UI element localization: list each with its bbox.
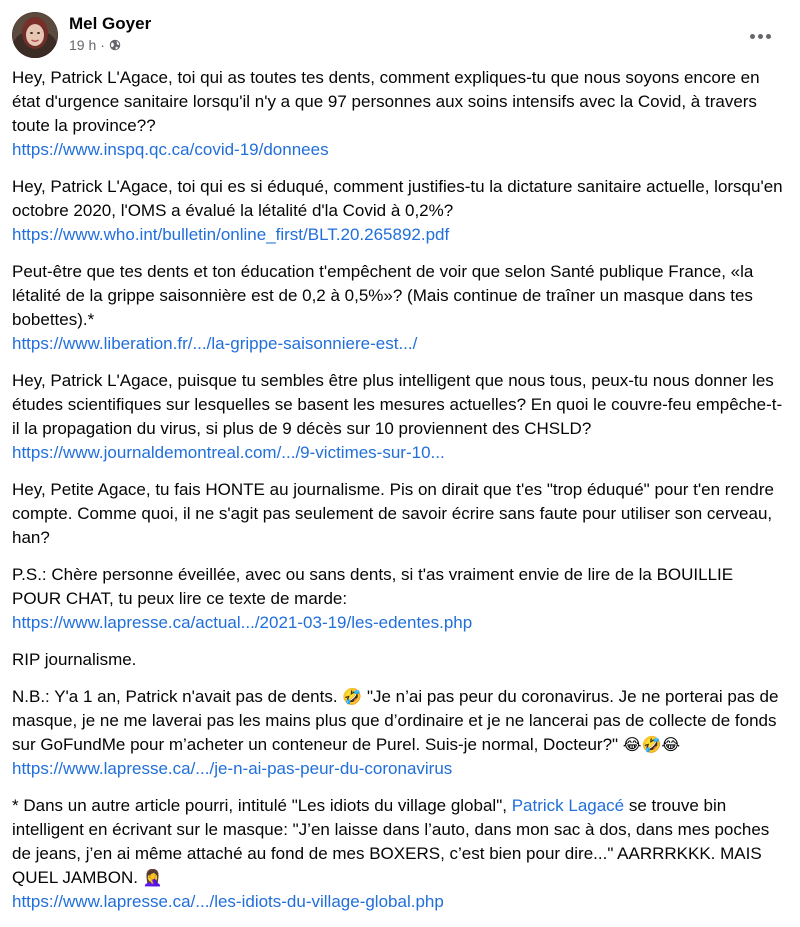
- footnote-text-b: se trouve bin intelligent en écrivant sur le masque: "J’en laisse dans l’auto, dans mon sac à dos, dans mes poches de jeans, j’en ai même attaché au fond de mes BOXERS, c’est bien pour dire..." AARRRKKK. MAIS QUEL JAMBON.: [12, 796, 770, 887]
- source-link-lapresse-edentes[interactable]: https://www.lapresse.ca/actual.../2021-03-19/les-edentes.php: [12, 613, 473, 632]
- post-time[interactable]: 19 h: [69, 37, 97, 53]
- paragraph-text: P.S.: Chère personne éveillée, avec ou sans dents, si t'as vraiment envie de lire de la BOUILLIE POUR CHAT, tu peux lire ce texte de marde:: [12, 565, 734, 608]
- paragraph-1: [12, 66, 786, 162]
- source-link-who[interactable]: https://www.who.int/bulletin/online_first/BLT.20.265892.pdf: [12, 225, 450, 244]
- paragraph-7: [12, 648, 786, 672]
- author-name[interactable]: Mel Goyer: [69, 14, 152, 33]
- paragraph-text: Hey, Patrick L'Agace, puisque tu sembles être plus intelligent que nous tous, peux-tu nous donner les études scientifiques sur lesquelles se basent les mesures actuelles? En quoi le couvre-feu empêche-t-il la propagation du virus, si plus de 9 décès sur 10 proviennent des CHSLD?: [12, 371, 783, 438]
- source-link-lapresse-coronavirus[interactable]: https://www.lapresse.ca/.../je-n-ai-pas-peur-du-coronavirus: [12, 759, 453, 778]
- paragraph-text: Hey, Patrick L'Agace, toi qui es si éduqué, comment justifies-tu la dictature sanitaire actuelle, lorsqu'en octobre 2020, l'OMS a évalué la létalité d'la Covid à 0,2%?: [12, 177, 783, 220]
- paragraph-5: [12, 478, 786, 550]
- paragraph-footnote: [12, 794, 786, 914]
- mention-patrick-lagace[interactable]: Patrick Lagacé: [511, 796, 625, 815]
- paragraph-6: [12, 563, 786, 635]
- source-link-inspq[interactable]: https://www.inspq.qc.ca/covid-19/donnees: [12, 140, 329, 159]
- post-header: [12, 10, 788, 62]
- paragraph-2: [12, 175, 786, 247]
- paragraph-4: [12, 369, 786, 465]
- paragraph-3: [12, 260, 786, 356]
- nb-text-b: "Je n’ai pas peur du coronavirus. Je ne porterai pas de masque, je ne me laverai pas les mains plus que d’ordinaire et je ne lancerai pas de collecte de fonds sur GoFundMe pour m’acheter un conteneur de Purel. Suis-je normal, Docteur?": [12, 687, 779, 754]
- footnote-text-a: * Dans un autre article pourri, intitulé "Les idiots du village global",: [12, 796, 512, 815]
- paragraph-text: RIP journalisme.: [12, 650, 137, 669]
- paragraph-text: Hey, Petite Agace, tu fais HONTE au journalisme. Pis on dirait que t'es "trop éduqué" pour t'en rendre compte. Comme quoi, il ne s'agit pas seulement de savoir écrire sans faute pour utiliser son cerveau, han?: [12, 480, 774, 547]
- paragraph-nb: [12, 685, 786, 781]
- more-options-button[interactable]: [742, 18, 778, 54]
- more-options-icon: [750, 34, 755, 39]
- facepalm-emoji-icon: 🤦‍♀️: [142, 868, 163, 887]
- source-link-liberation[interactable]: https://www.liberation.fr/.../la-grippe-saisonniere-est.../: [12, 334, 418, 353]
- nb-text-a: N.B.: Y'a 1 an, Patrick n'avait pas de dents.: [12, 687, 343, 706]
- post-body: [12, 66, 786, 927]
- source-link-lapresse-idiots[interactable]: https://www.lapresse.ca/.../les-idiots-du-village-global.php: [12, 892, 444, 911]
- laughing-emoji-icon: 😂🤣😂: [622, 735, 681, 754]
- source-link-journal[interactable]: https://www.journaldemontreal.com/.../9-victimes-sur-10...: [12, 443, 445, 462]
- paragraph-text: Peut-être que tes dents et ton éducation t'empêchent de voir que selon Santé publique France, «la létalité de la grippe saisonnière est de 0,2 à 0,5%»? (Mais continue de traîner un masque dans tes bobettes).*: [12, 262, 754, 329]
- globe-icon[interactable]: [109, 39, 121, 51]
- rofl-emoji-icon: 🤣: [342, 687, 363, 706]
- paragraph-text: Hey, Patrick L'Agace, toi qui as toutes tes dents, comment expliques-tu que nous soyons encore en état d'urgence sanitaire lorsqu'il n'y a que 97 personnes aux soins intensifs avec la Covid, à travers toute la province??: [12, 68, 760, 135]
- meta-separator: ·: [100, 37, 105, 53]
- avatar[interactable]: [12, 12, 58, 58]
- post-meta: [69, 36, 121, 54]
